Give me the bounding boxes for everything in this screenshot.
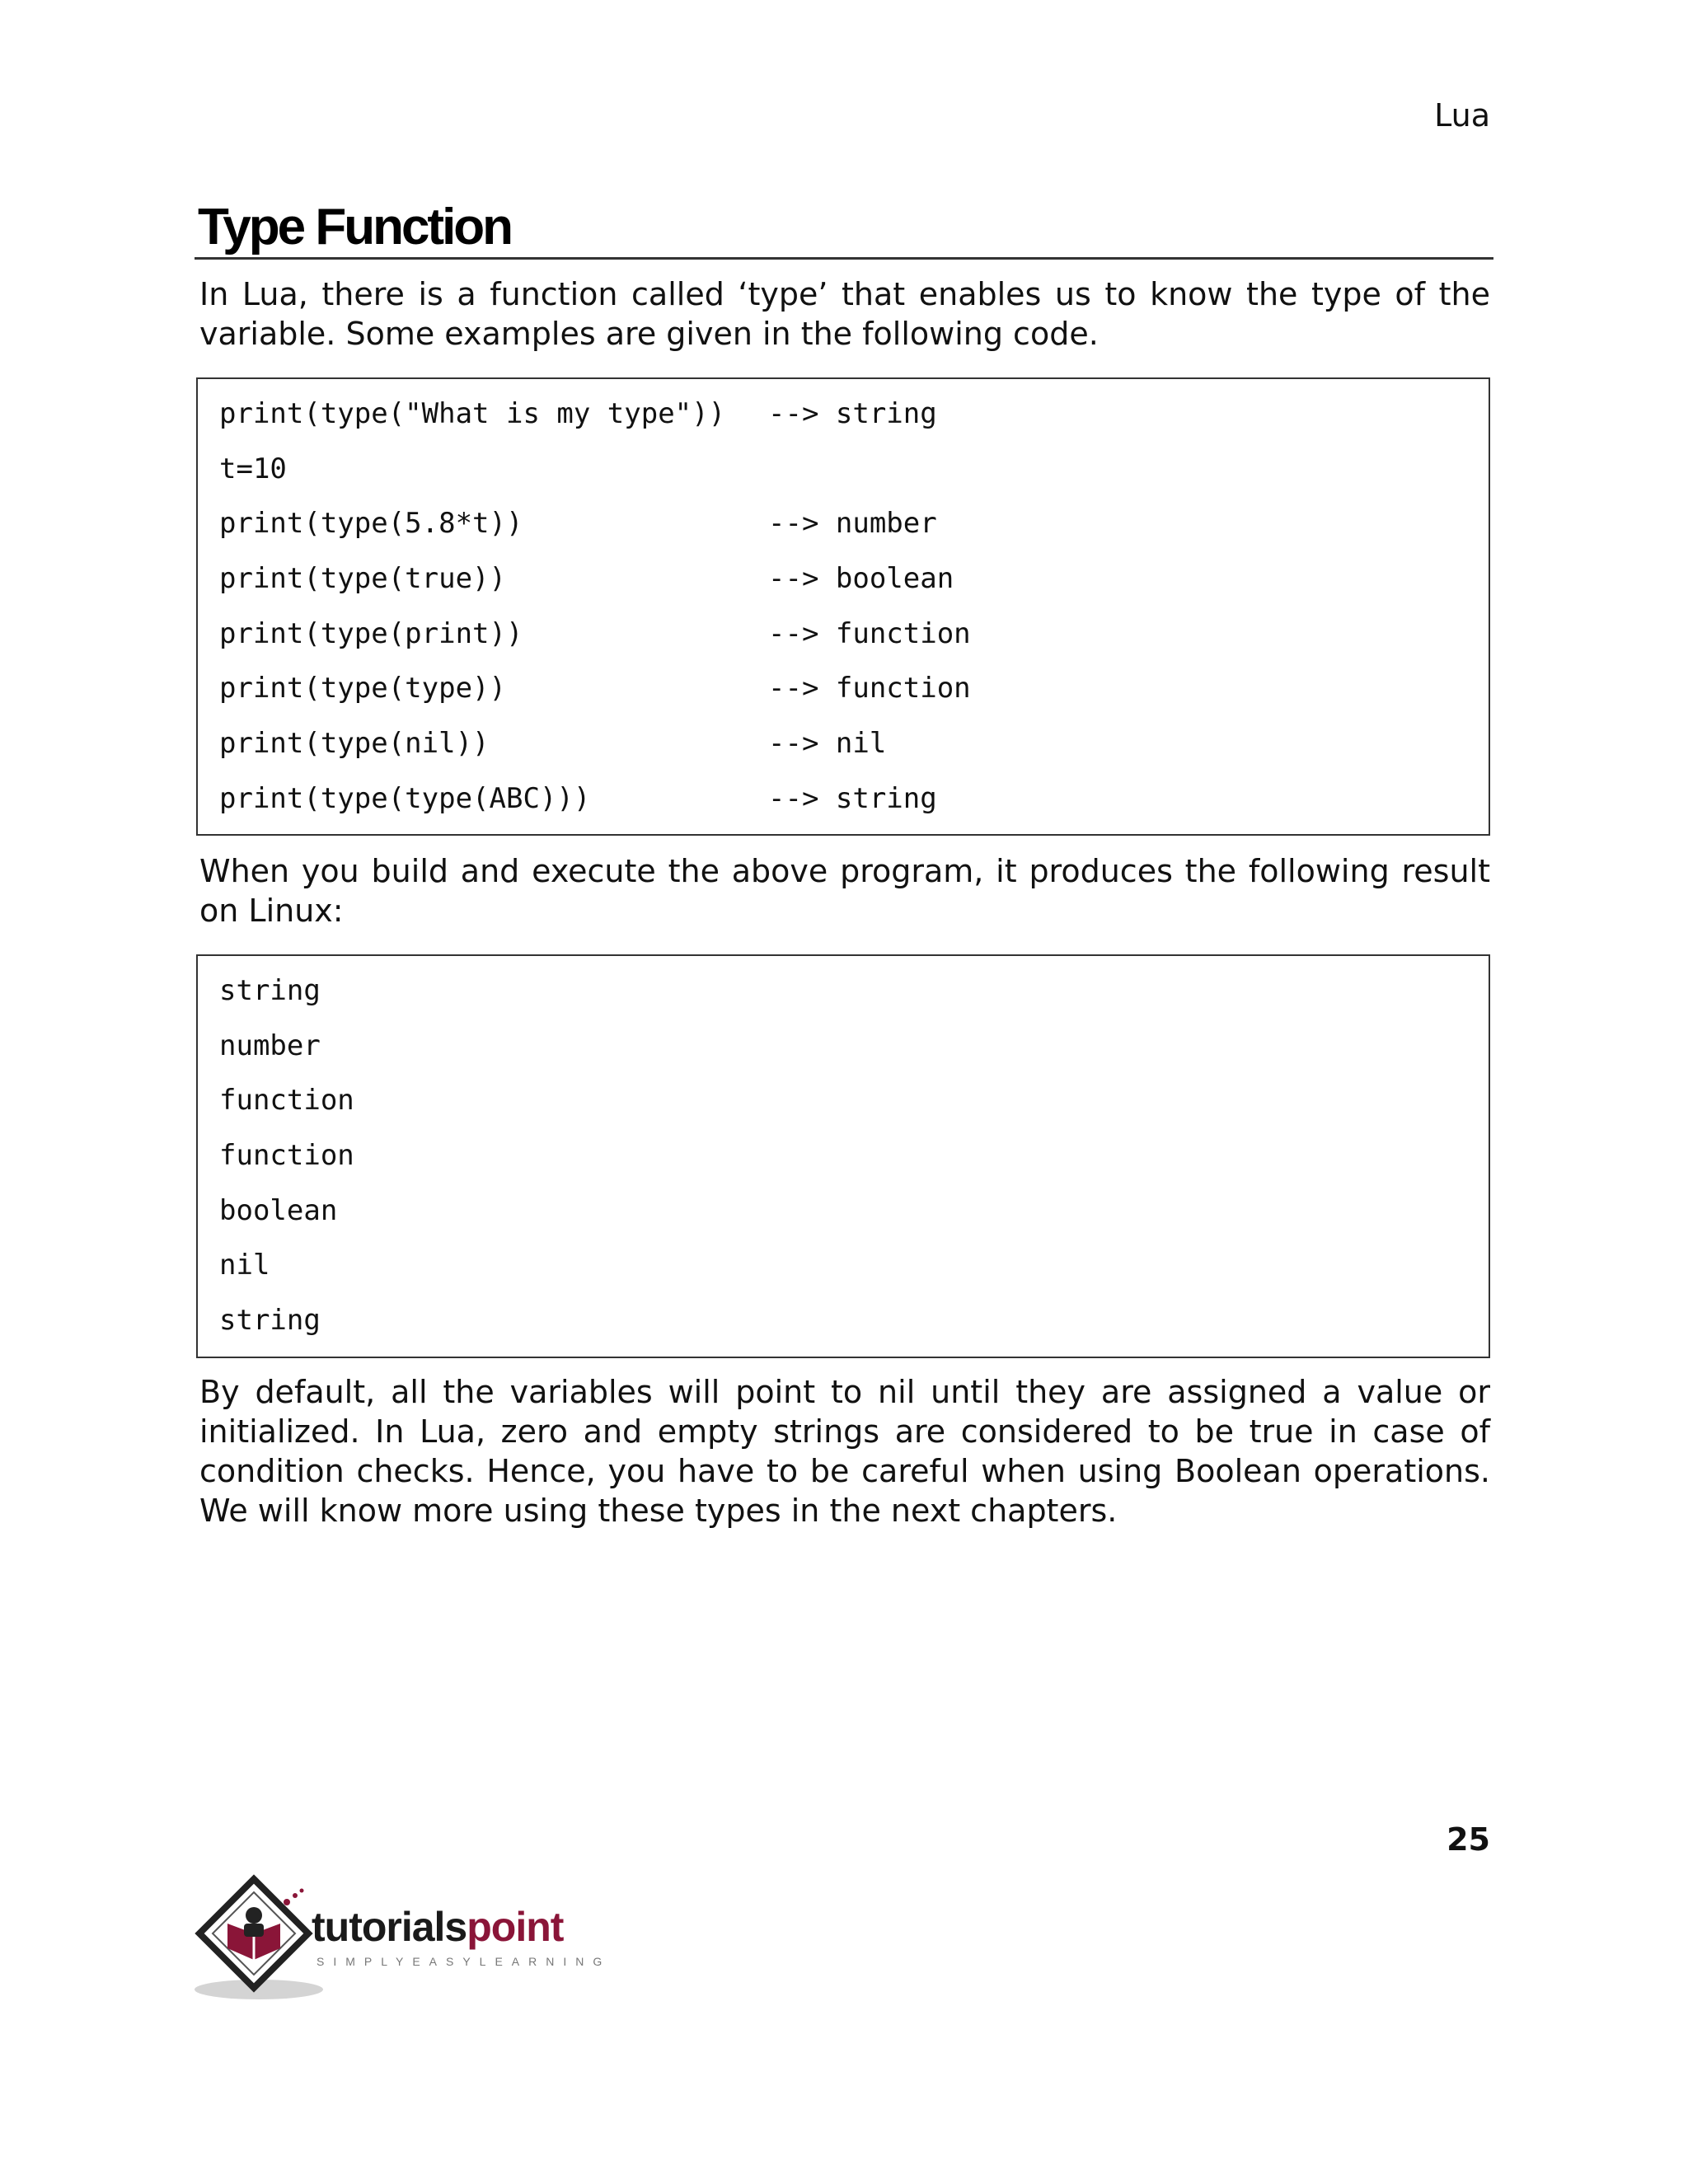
output-line: function (219, 1139, 354, 1172)
logo-word-tutorials: tutorials (312, 1904, 467, 1950)
code-result: --> nil (768, 727, 887, 760)
code-line: print(type(5.8*t)) (219, 507, 523, 540)
result-intro-paragraph: When you build and execute the above program, it produces the following result on Linux: (199, 853, 1490, 929)
output-line: boolean (219, 1194, 338, 1227)
logo-diamond-icon (195, 1872, 326, 2004)
output-line: string (219, 974, 321, 1007)
code-line: t=10 (219, 452, 287, 485)
running-header: Lua (1434, 97, 1490, 134)
code-result: --> string (768, 782, 937, 815)
code-line: print(type(type(ABC))) (219, 782, 591, 815)
output-line: function (219, 1084, 354, 1117)
code-result: --> function (768, 672, 971, 705)
tutorialspoint-logo (195, 1872, 623, 2004)
code-line: print(type(type)) (219, 672, 506, 705)
output-line: string (219, 1304, 321, 1337)
section-title: Type Function (198, 199, 512, 255)
code-result: --> function (768, 617, 971, 650)
code-line: print(type(true)) (219, 562, 506, 595)
code-result: --> number (768, 507, 937, 540)
logo-tagline: SIMPLYEASYLEARNING (316, 1955, 612, 1968)
title-rule (195, 257, 1493, 260)
code-line: print(type(nil)) (219, 727, 490, 760)
logo-word-point: point (467, 1904, 564, 1950)
output-box (196, 954, 1490, 1358)
output-line: nil (219, 1249, 270, 1282)
closing-paragraph: By default, all the variables will point to nil until they are assigned a value or initialized. In Lua, zero and empty strings are considered to be true in case of condition checks. Hence, you have to be careful when using Boolean operations. We will know more using these types in the next chapters. (199, 1374, 1490, 1529)
code-line: print(type(print)) (219, 617, 523, 650)
code-result: --> string (768, 397, 937, 430)
logo-wordmark (312, 1904, 563, 1950)
code-example-box (196, 377, 1490, 836)
output-line: number (219, 1029, 321, 1062)
page-number: 25 (1447, 1821, 1490, 1858)
code-line: print(type("What is my type")) (219, 397, 726, 430)
code-result: --> boolean (768, 562, 954, 595)
intro-paragraph: In Lua, there is a function called ‘type’ that enables us to know the type of the variable. Some examples are given in the following code. (199, 276, 1490, 352)
